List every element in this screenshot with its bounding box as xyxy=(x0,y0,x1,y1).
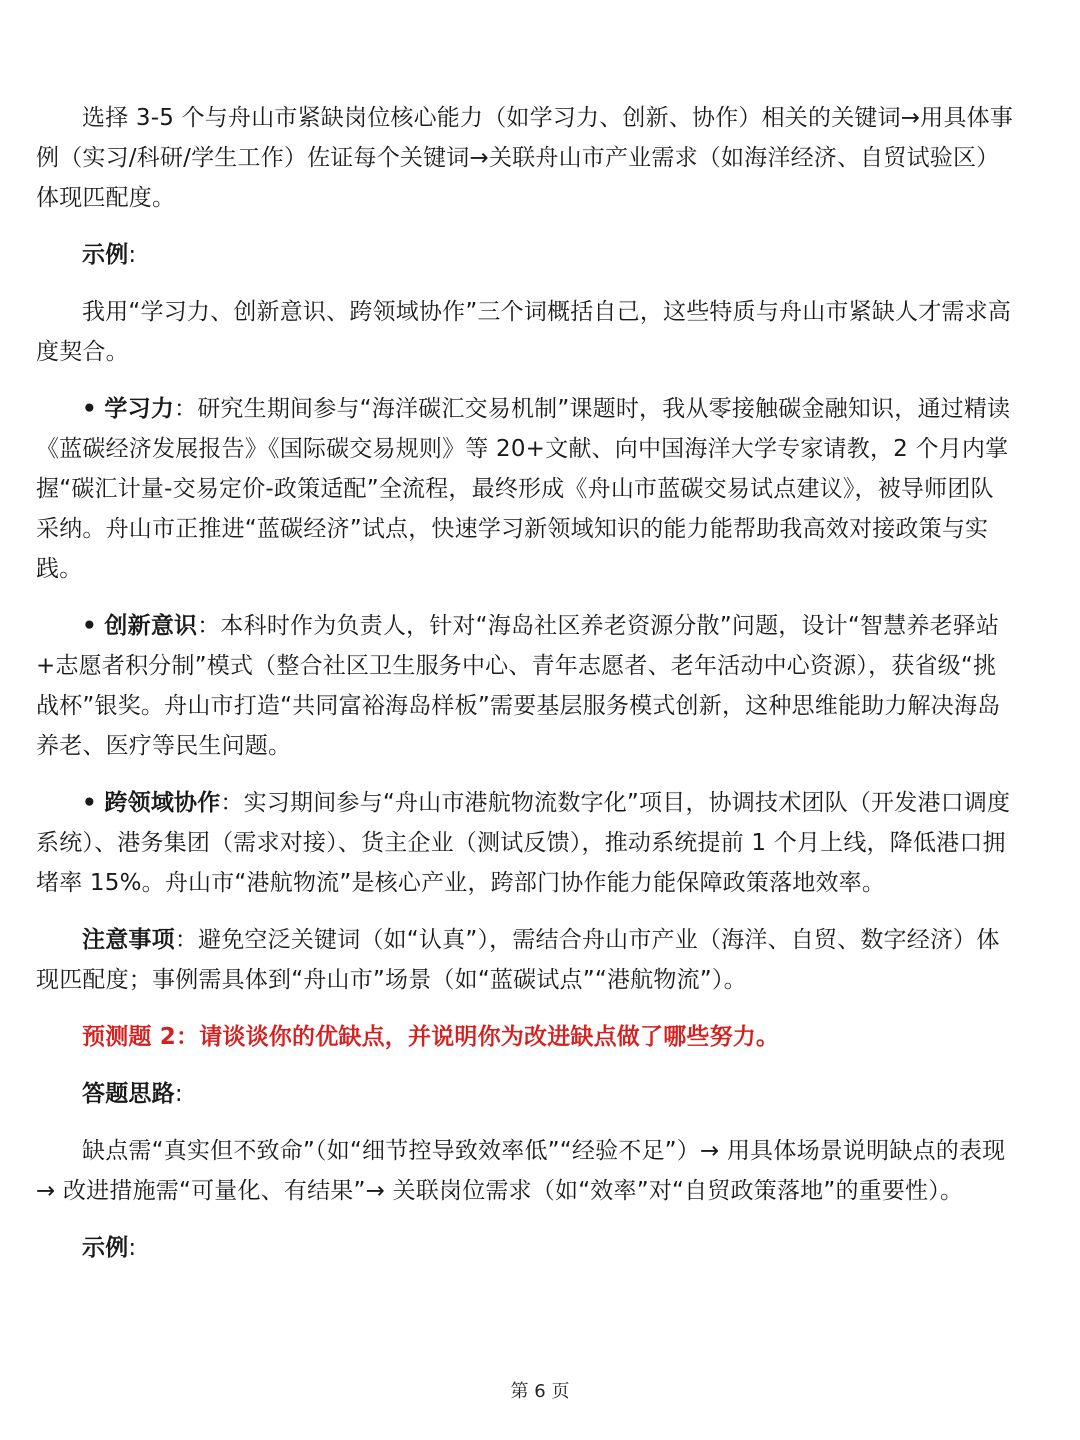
answer-paragraph: 缺点需“真实但不致命”（如“细节控导致效率低”“经验不足”）→ 用具体场景说明缺点的表现→ 改进措施需“可量化、有结果”→ 关联岗位需求（如“效率”对“自贸政策落地”的重要性）。 xyxy=(36,1138,1006,1204)
bullet-item-learning xyxy=(36,389,1014,589)
example-intro-paragraph: 我用“学习力、创新意识、跨领域协作”三个词概括自己，这些特质与舟山市紧缺人才需求高度契合。 xyxy=(36,299,1012,365)
bullet-title: 创新意识 xyxy=(104,613,198,639)
bullet-text: ：实习期间参与“舟山市港航物流数字化”项目，协调技术团队（开发港口调度系统）、港务集团（需求对接）、货主企业（测试反馈），推动系统提前 1 个月上线，降低港口拥堵率 15%。舟山市“港航物流”是核心产业，跨部门协作能力能保障政策落地效率。 xyxy=(36,790,1011,896)
bullet-item-collaboration xyxy=(36,783,1014,903)
bullet-title: 跨领域协作 xyxy=(104,790,221,816)
bullet-icon: • xyxy=(82,790,97,816)
example-heading-1: 示例: xyxy=(82,242,137,268)
example-label: 示例 xyxy=(82,242,129,268)
question-heading: 预测题 2：请谈谈你的优缺点，并说明你为改进缺点做了哪些努力。 xyxy=(82,1024,780,1050)
document-body xyxy=(36,98,1014,1268)
note-text: ：避免空泛关键词（如“认真”），需结合舟山市产业（海洋、自贸、数字经济）体现匹配度；事例需具体到“舟山市”场景（如“蓝碳试点”“港航物流”）。 xyxy=(36,927,1000,993)
bullet-item-innovation xyxy=(36,606,1014,766)
answer-label: 答题思路 xyxy=(82,1081,175,1107)
bullet-text: ：本科时作为负责人，针对“海岛社区养老资源分散”问题，设计“智慧养老驿站+志愿者积分制”模式（整合社区卫生服务中心、青年志愿者、老年活动中心资源），获省级“挑战杯”银奖。舟山市打造“共同富裕海岛样板”需要基层服务模式创新，这种思维能助力解决海岛养老、医疗等民生问题。 xyxy=(36,613,1001,759)
note-paragraph xyxy=(36,920,1014,1000)
bullet-icon: • xyxy=(82,396,97,422)
bullet-text: ：研究生期间参与“海洋碳汇交易机制”课题时，我从零接触碳金融知识，通过精读《蓝碳经济发展报告》《国际碳交易规则》等 20+文献、向中国海洋大学专家请教，2 个月内掌握“碳汇计量-交易定价-政策适配”全流程，最终形成《舟山市蓝碳交易试点建议》，被导师团队采纳。舟山市正推进“蓝碳经济”试点，快速学习新领域知识的能力能帮助我高效对接政策与实践。 xyxy=(36,396,1011,582)
bullet-title: 学习力 xyxy=(104,396,175,422)
note-title: 注意事项 xyxy=(82,927,175,953)
example-heading-2: 示例: xyxy=(82,1235,137,1261)
answer-heading: 答题思路: xyxy=(82,1081,183,1107)
example-label: 示例 xyxy=(82,1235,129,1261)
bullet-icon: • xyxy=(82,613,97,639)
page-number: 第 6 页 xyxy=(510,1381,570,1402)
intro-paragraph: 选择 3-5 个与舟山市紧缺岗位核心能力（如学习力、创新、协作）相关的关键词→用具体事例（实习/科研/学生工作）佐证每个关键词→关联舟山市产业需求（如海洋经济、自贸试验区）体现匹配度。 xyxy=(36,105,1014,211)
